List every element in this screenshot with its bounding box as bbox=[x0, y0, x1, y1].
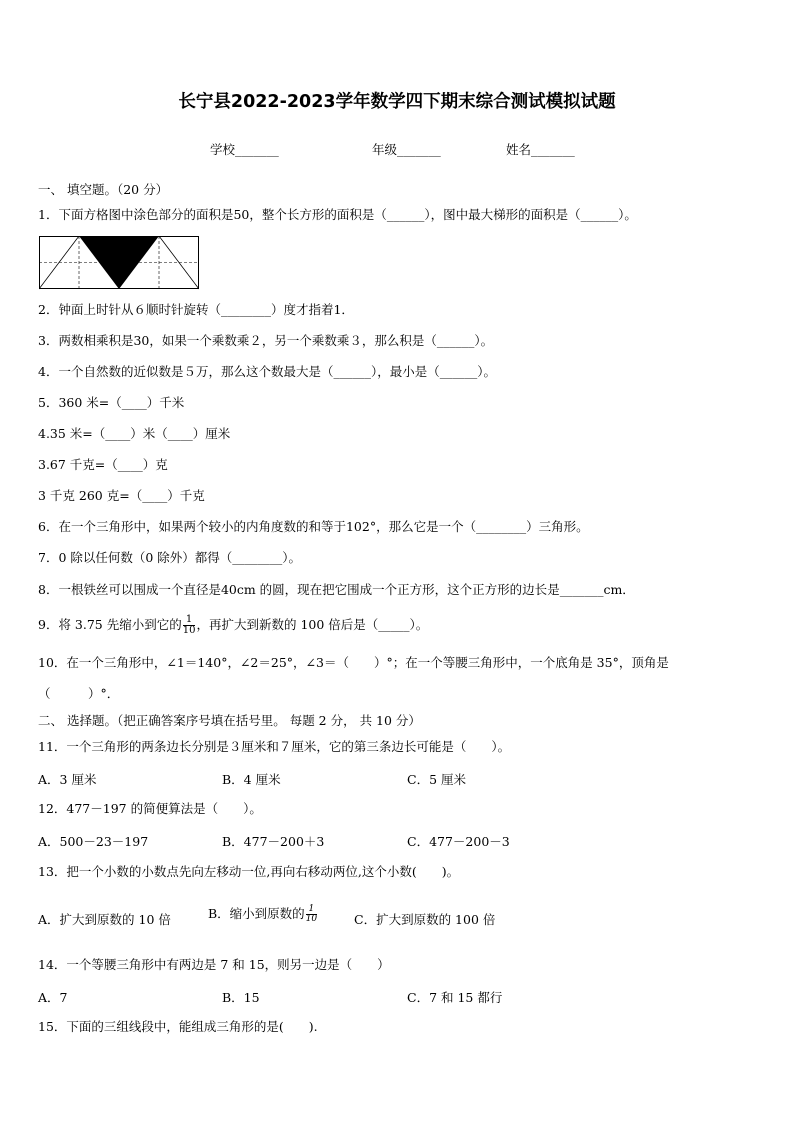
fraction-denominator: 10 bbox=[182, 625, 196, 636]
grid-figure bbox=[39, 236, 199, 290]
fraction-one-tenth bbox=[183, 615, 196, 636]
question-3: 3．两数相乘积是30，如果一个乘数乘２，另一个乘数乘３，那么积是（______）。 bbox=[38, 333, 494, 348]
question-4: 4．一个自然数的近似数是５万，那么这个数最大是（______），最小是（______）。 bbox=[38, 364, 496, 379]
q13-option-b bbox=[208, 904, 318, 924]
question-13: 13．把一个小数的小数点先向左移动一位,再向右移动两位,这个小数( )。 bbox=[38, 864, 460, 879]
question-12: 12．477－197 的简便算法是（ ）。 bbox=[38, 801, 262, 816]
question-1: 1．下面方格图中涂色部分的面积是50，整个长方形的面积是（______），图中最大梯形的面积是（______）。 bbox=[38, 207, 637, 222]
school-field: 学校_______ bbox=[210, 142, 279, 157]
question-7: 7．0 除以任何数（0 除外）都得（________）。 bbox=[38, 550, 302, 565]
question-15: 15．下面的三组线段中，能组成三角形的是( ). bbox=[38, 1019, 318, 1034]
q11-option-c: C．5 厘米 bbox=[407, 772, 466, 787]
section-heading-fill-in: 一、 填空题。（20 分） bbox=[38, 182, 169, 197]
question-11: 11．一个三角形的两条边长分别是３厘米和７厘米，它的第三条边长可能是（ ）。 bbox=[38, 739, 511, 754]
q14-option-a: A．7 bbox=[38, 990, 68, 1005]
q13-option-b-text: B．缩小到原数的 bbox=[208, 906, 305, 921]
q13-option-a: A．扩大到原数的 10 倍 bbox=[38, 912, 171, 927]
page-title: 长宁县2022-2023学年数学四下期末综合测试模拟试题 bbox=[178, 92, 616, 112]
q12-option-b: B．477－200＋3 bbox=[222, 834, 325, 849]
fraction-numerator: 1 bbox=[183, 615, 196, 626]
question-8: 8．一根铁丝可以围成一个直径是40cm 的圆，现在把它围成一个正方形，这个正方形的边长是_______cm． bbox=[38, 582, 635, 597]
question-9 bbox=[38, 615, 428, 636]
question-5-a: 5．360 米=（____）千米 bbox=[38, 395, 185, 410]
fraction-denominator: 10 bbox=[305, 914, 318, 924]
question-10-line-2: （ ）°． bbox=[38, 686, 120, 701]
question-14: 14．一个等腰三角形中有两边是 7 和 15，则另一边是（ ） bbox=[38, 957, 390, 972]
question-5-c: 3.67 千克=（____）克 bbox=[38, 457, 168, 472]
q13-option-c: C．扩大到原数的 100 倍 bbox=[354, 912, 496, 927]
question-2: 2．钟面上时针从６顺时针旋转（________）度才指着1． bbox=[38, 302, 354, 317]
q14-option-b: B．15 bbox=[222, 990, 260, 1005]
q12-option-a: A．500－23－197 bbox=[38, 834, 149, 849]
q14-option-c: C．7 和 15 都行 bbox=[407, 990, 503, 1005]
question-5-b: 4.35 米=（____）米（____）厘米 bbox=[38, 426, 231, 441]
question-10-line-1: 10．在一个三角形中，∠1＝140°，∠2＝25°，∠3＝（ ）°；在一个等腰三角形中，一个底角是 35°，顶角是 bbox=[38, 655, 669, 670]
question-5-d: 3 千克 260 克=（____）千克 bbox=[38, 488, 205, 503]
grade-field: 年级_______ bbox=[372, 142, 441, 157]
q11-option-a: A．3 厘米 bbox=[38, 772, 97, 787]
fraction-numerator: 1 bbox=[306, 905, 317, 915]
name-field: 姓名_______ bbox=[506, 142, 575, 157]
question-6: 6．在一个三角形中，如果两个较小的内角度数的和等于102°，那么它是一个（________）三角形。 bbox=[38, 519, 589, 534]
section-heading-choice: 二、 选择题。（把正确答案序号填在括号里。 每题 2 分， 共 10 分） bbox=[38, 713, 421, 728]
fraction-one-tenth-italic bbox=[306, 905, 317, 924]
q11-option-b: B．4 厘米 bbox=[222, 772, 281, 787]
question-9-before: 9．将 3.75 先缩小到它的 bbox=[38, 617, 182, 632]
question-9-after: ，再扩大到新数的 100 倍后是（_____）。 bbox=[196, 617, 429, 632]
q12-option-c: C．477－200－3 bbox=[407, 834, 510, 849]
